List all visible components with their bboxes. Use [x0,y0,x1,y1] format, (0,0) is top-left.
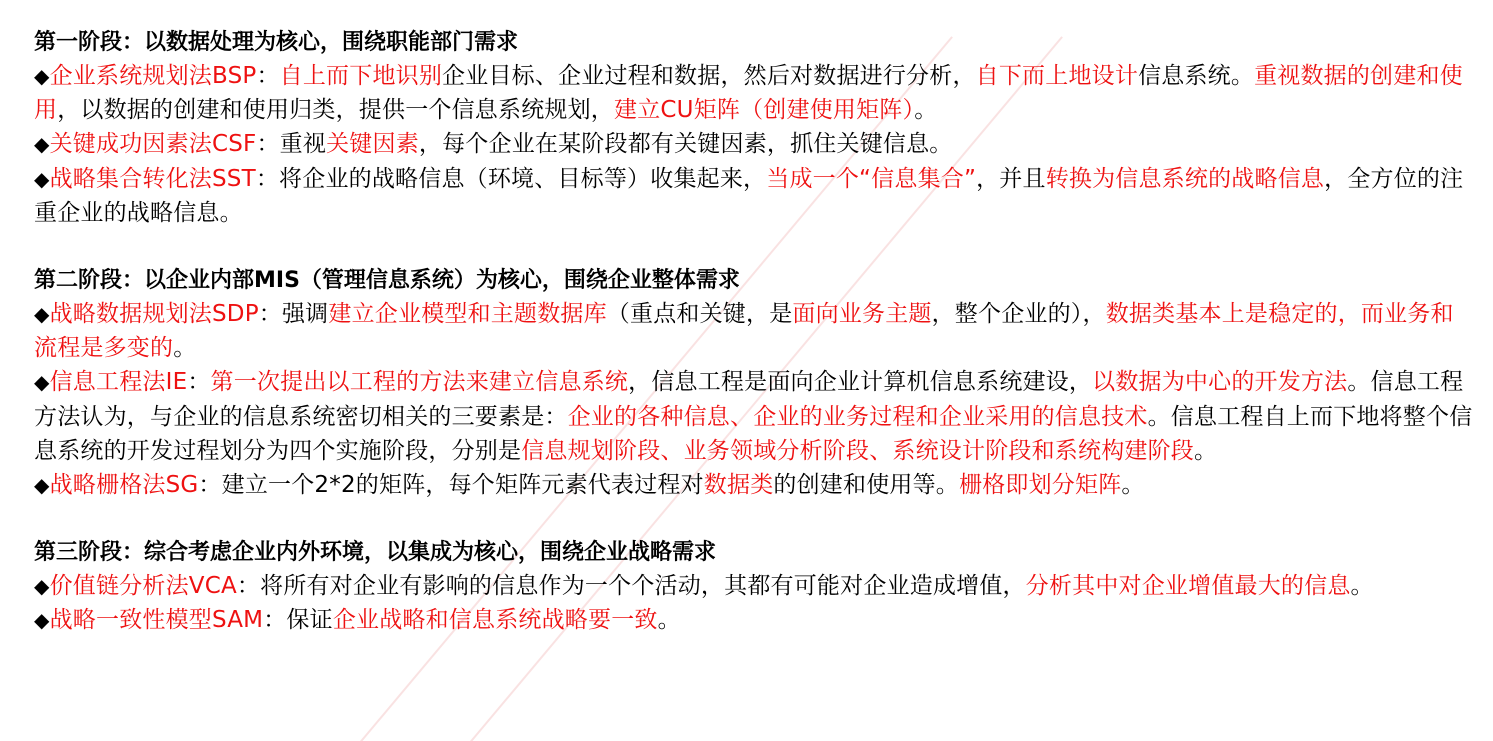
diamond-bullet-icon: ◆ [34,302,50,327]
body-text: 。 [173,335,197,362]
highlight-text: 第一次提出以工程的方法来建立信息系统 [210,369,629,396]
body-text: 。 [1194,437,1218,464]
body-text: 信息系统。 [1138,63,1255,89]
body-text: ： [256,63,280,89]
highlight-text: 分析其中对企业增值最大的信息 [1025,573,1351,600]
highlight-text: 当成一个“信息集合” [766,165,977,192]
section-stage-2 [34,264,1474,502]
method-item-vca [34,569,1474,603]
body-text: ，并且 [976,165,1046,192]
diamond-bullet-icon: ◆ [34,370,50,395]
highlight-text: 关键成功因素法CSF [49,131,257,158]
highlight-text: 建立CU矩阵（创建使用矩阵） [614,97,915,124]
method-item-sg [34,468,1474,502]
body-text: ：将企业的战略信息（环境、目标等）收集起来， [255,165,767,192]
section-heading: 第二阶段：以企业内部MIS（管理信息系统）为核心，围绕企业整体需求 [34,268,740,294]
body-text: ，以数据的创建和使用归类，提供一个信息系统规划， [57,97,615,124]
body-text: 企业目标、企业过程和数据，然后对数据进行分析， [442,63,976,89]
highlight-text: 信息规划阶段、业务领域分析阶段、系统设计阶段和系统构建阶段 [521,437,1195,464]
highlight-text: 企业战略和信息系统战略要一致 [332,607,658,634]
diamond-bullet-icon: ◆ [34,64,50,88]
method-item-bsp [34,59,1474,127]
method-item-ie [34,365,1474,468]
diamond-bullet-icon: ◆ [34,132,50,157]
highlight-text: 信息工程法IE [49,369,188,396]
highlight-text: 战略一致性模型SAM [49,607,264,634]
highlight-text: 面向业务主题 [792,301,932,328]
body-text: ： [187,369,211,396]
body-text: 。信息工程方法认为，与企业的信息系统密切相关的三要素是： [34,369,1464,430]
highlight-text: 战略数据规划法SDP [49,301,259,328]
highlight-text: 数据类 [703,472,774,499]
highlight-text: 战略栅格法SG [49,472,199,499]
highlight-text: 关键因素 [326,131,419,158]
body-text: （重点和关键，是 [606,301,793,328]
highlight-text: 数据类基本上是稳定的，而业务和流程是多变的 [34,301,1454,362]
body-text: ：强调 [258,301,329,328]
section-stage-1 [34,26,1474,230]
body-text: ：将所有对企业有影响的信息作为一个个活动，其都有可能对企业造成增值， [236,573,1026,600]
diamond-bullet-icon: ◆ [34,473,50,498]
body-text: 。 [914,97,938,124]
diamond-bullet-icon: ◆ [34,574,50,599]
body-text: 。 [1350,573,1374,600]
highlight-text: 重视数据的创建和使用 [34,63,1463,124]
highlight-text: 战略集合转化法SST [49,165,256,192]
body-text: 。 [1121,472,1145,499]
method-item-csf [34,127,1474,161]
highlight-text: 企业的各种信息、企业的业务过程和企业采用的信息技术 [567,403,1148,430]
highlight-text: 自上而下地识别 [279,63,443,89]
highlight-text: 建立企业模型和主题数据库 [328,301,607,328]
method-item-sam [34,603,1474,637]
highlight-text: 企业系统规划法BSP [49,63,257,89]
highlight-text: 栅格即划分矩阵 [959,472,1122,499]
section-stage-3 [34,536,1474,637]
method-item-sst [34,162,1474,230]
body-text: ，每个企业在某阶段都有关键因素，抓住关键信息。 [418,131,953,158]
body-text: 的创建和使用等。 [773,472,960,499]
highlight-text: 以数据为中心的开发方法 [1092,369,1348,396]
body-text: ：重视 [256,131,327,158]
body-text: ，整个企业的）， [931,301,1106,328]
body-text: 。 [657,607,681,634]
body-text: ，全方位的注重企业的战略信息。 [34,165,1464,226]
section-heading: 第一阶段：以数据处理为核心，围绕职能部门需求 [34,30,519,55]
highlight-text: 自下而上地设计 [975,63,1139,89]
method-item-sdp [34,297,1474,365]
document-content [34,26,1474,638]
section-heading: 第三阶段：综合考虑企业内外环境，以集成为核心，围绕企业战略需求 [34,540,717,566]
highlight-text: 价值链分析法VCA [49,573,237,600]
diamond-bullet-icon: ◆ [34,166,50,191]
body-text: ，信息工程是面向企业计算机信息系统建设， [628,369,1093,396]
diamond-bullet-icon: ◆ [34,608,50,633]
body-text: 。信息工程自上而下地将整个信息系统的开发过程划分为四个实施阶段，分别是 [34,403,1473,464]
body-text: ：建立一个2*2的矩阵，每个矩阵元素代表过程对 [198,472,704,499]
body-text: ：保证 [263,607,333,634]
highlight-text: 转换为信息系统的战略信息 [1045,165,1325,192]
